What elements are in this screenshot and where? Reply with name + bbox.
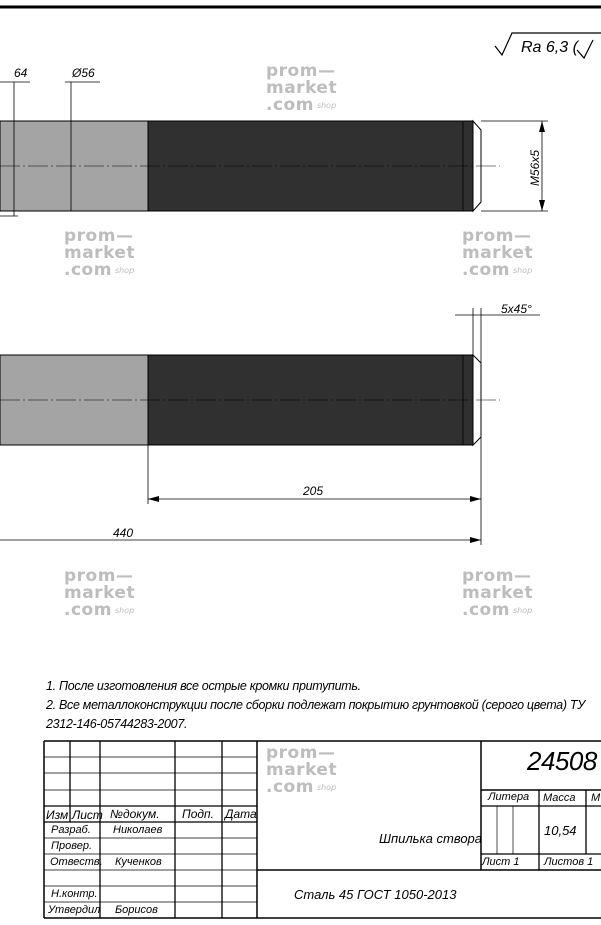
note-2: 2. Все металлоконструкции после сборки подлежат покрытию грунтовкой (серого цвета) ТУ [46, 698, 585, 712]
dim-205-label: 205 [303, 484, 324, 498]
sheet-number: Лист 1 [482, 856, 520, 868]
name-otvetstv: Кученков [115, 856, 162, 868]
dim-diameter-56-label: Ø56 [72, 66, 95, 80]
watermark: prom— market .com $^{shop}$ [64, 566, 136, 620]
watermark: prom— market .com $^{shop}$ [64, 226, 136, 280]
header-data: Дата [225, 807, 257, 821]
watermark: prom— market .com $^{shop}$ [266, 743, 338, 797]
roughness-label: Ra 6,3 ( [521, 39, 578, 56]
doc-number: 24508 [527, 746, 597, 776]
mass-value: 10,54 [544, 823, 577, 838]
role-otvetstv: Отвеств. [50, 856, 103, 868]
material-spec: Сталь 45 ГОСТ 1050-2013 [294, 887, 457, 902]
watermark: prom— market .com $^{shop}$ [462, 566, 534, 620]
name-razrab: Николаев [113, 824, 163, 836]
name-utverdil: Борисов [115, 904, 158, 916]
header-list: Лист [72, 808, 103, 822]
note-3: 2312-146-05744283-2007. [46, 717, 188, 731]
header-izm: Изм [46, 808, 69, 822]
header-litera: Литера [488, 791, 530, 803]
dim-thread-label: M56x5 [528, 149, 542, 186]
role-utverdil: Утвердил [48, 904, 101, 916]
header-ndokum: №докум. [110, 807, 160, 821]
note-1: 1. После изготовления все острые кромки притупить. [46, 679, 361, 693]
role-prover: Провер. [51, 840, 92, 852]
header-podp: Подп. [182, 807, 214, 821]
sheets-total: Листов 1 [544, 856, 594, 868]
dim-440-label: 440 [113, 526, 134, 540]
role-nkontr: Н.контр. [51, 888, 98, 900]
watermark: prom— market .com $^{shop}$ [266, 61, 338, 115]
dim-chamfer-label: 5x45° [501, 302, 532, 316]
drawing-title: Шпилька створа [379, 831, 483, 846]
dim-64-label: 64 [14, 66, 28, 80]
role-razrab: Разраб. [51, 824, 91, 836]
rod-bottom-view [0, 308, 540, 545]
watermark: prom— market .com $^{shop}$ [462, 226, 534, 280]
header-massa: Масса [543, 792, 576, 804]
header-masshtab: М [591, 792, 601, 804]
